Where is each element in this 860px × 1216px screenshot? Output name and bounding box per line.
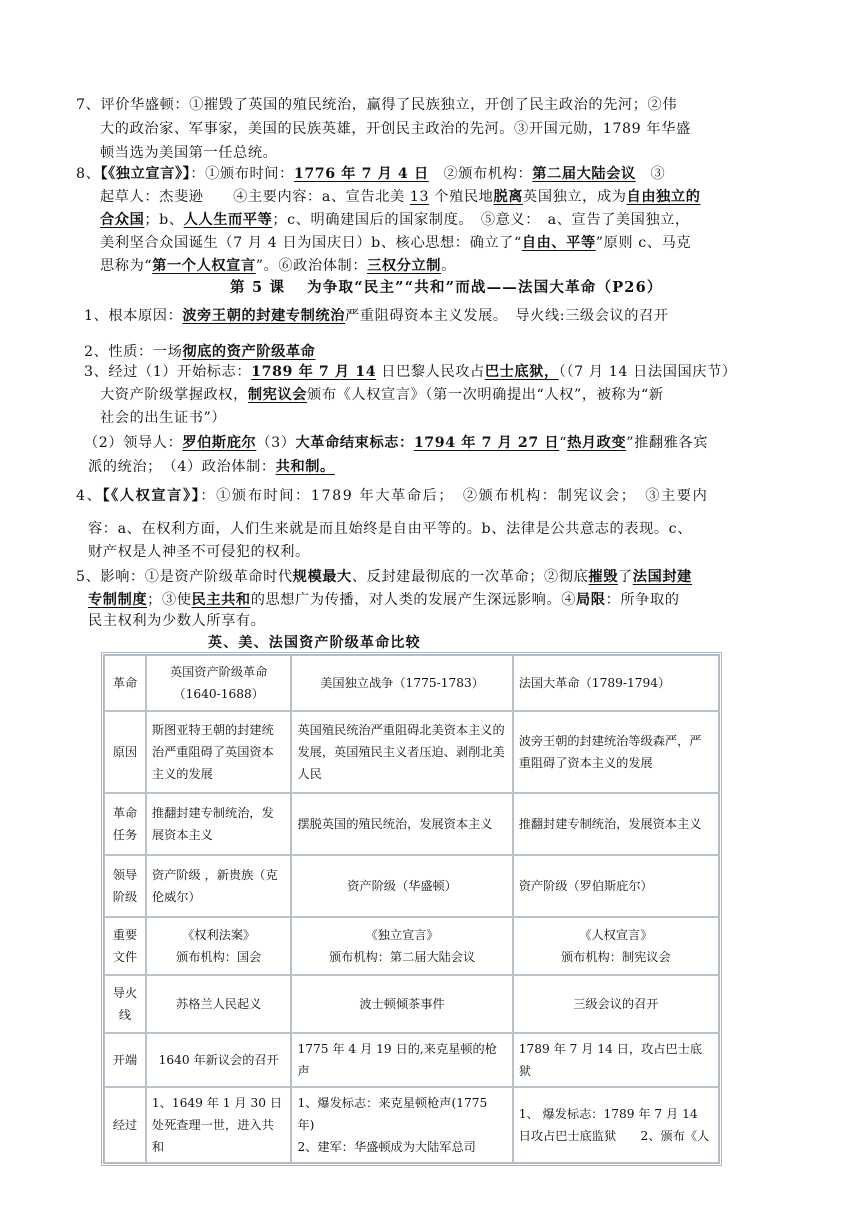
key-term: 民主共和: [191, 592, 251, 608]
declaration-heading: 【《独立宣言》】: [100, 166, 191, 182]
key-term: 摧毁: [588, 569, 618, 585]
section5-line1: [76, 565, 692, 589]
section4-line2: 容：a、在权利方面，人们生来就是而且始终是自由平等的。b、法律是公共意志的表现。c、: [88, 521, 693, 537]
key-term: 第二届大陆会议: [532, 166, 636, 182]
key-term: 自由、平等: [521, 235, 596, 251]
text: 5、影响：①是资产阶级革命时代: [76, 569, 293, 585]
table-cell: 《权利法案》 颁布机构：国会: [146, 917, 292, 975]
text: ；③使: [147, 592, 192, 608]
table-cell: 1775 年 4 月 19 日的,来克星顿的枪声: [291, 1033, 512, 1087]
table-cell: 1640 年新议会的召开: [146, 1033, 292, 1087]
key-term: 共和制。: [275, 459, 335, 475]
text: 的思想广为传播，对人类的发展产生深远影响。④: [250, 592, 577, 608]
key-term: 法国封建: [632, 569, 692, 585]
text: ②颁布机构：: [428, 166, 533, 182]
text: 起草人：杰斐逊 ④主要内容：a、宣告北美: [100, 189, 410, 205]
key-term: 罗伯斯庇尔: [182, 435, 257, 451]
text: 3、经过（1）开始标志：: [84, 364, 252, 380]
text: ：所争取的: [605, 592, 680, 608]
section1-line: [84, 304, 669, 328]
key-term: 专制制度: [88, 592, 148, 608]
key-term: 热月政变: [567, 435, 627, 451]
table-header-cell: 美国独立战争（1775-1783）: [291, 655, 512, 711]
key-number: 13: [409, 189, 430, 205]
text: 1、根本原因：: [84, 308, 183, 324]
item-number: 4、: [76, 488, 103, 504]
table-cell: 1789 年 7 月 14 日，攻占巴士底狱: [513, 1033, 719, 1087]
key-term: 巴士底狱，: [484, 364, 559, 380]
table-cell: 1、爆发标志：来克星顿枪声(1775 年) 2、建军：华盛顿成为大陆军总司: [291, 1087, 512, 1163]
text: 。: [441, 258, 456, 274]
key-term: 局限: [576, 592, 606, 608]
text: 2、性质：一场: [84, 344, 183, 360]
text: “: [559, 435, 568, 451]
table-cell: 资产阶级（华盛顿）: [291, 855, 512, 917]
key-date: 1794 年 7 月 27 日: [413, 435, 560, 451]
text: ：①颁布时间：1789 年大革命后； ②颁布机构：制宪议会； ③主要内: [200, 488, 709, 504]
item8-line1: [76, 162, 665, 186]
comparison-title: 英、美、法国资产阶级革命比较: [208, 635, 421, 651]
key-term: 合众国: [100, 212, 145, 228]
key-date: 1789 年 7 月 14: [251, 364, 377, 380]
key-term: 三权分立制: [367, 258, 442, 274]
item7-line1: 7、评价华盛顿：①摧毁了英国的殖民统治，赢得了民族独立，开创了民主政治的先河；②伟: [76, 97, 678, 113]
key-date: 1776 年 7 月 4 日: [293, 166, 429, 182]
table-cell: 波旁王朝的封建统治等级森严，严重阻碍了资本主义的发展: [513, 711, 719, 793]
item8-line3: [100, 208, 690, 232]
section3-line2: [100, 383, 664, 407]
key-term: 波旁王朝的封建专制统治: [182, 308, 346, 324]
section3-line4: [84, 431, 708, 455]
table-header-cell: 革命: [104, 655, 146, 711]
text: 了: [618, 569, 633, 585]
text: ”原则 c、马克: [595, 235, 692, 251]
table-cell: 推翻封建专制统治，发展资本主义: [513, 793, 719, 855]
text: ”。⑥政治体制：: [255, 258, 368, 274]
table-row: [104, 917, 719, 975]
text: ③: [635, 166, 666, 182]
row-label: 开端: [104, 1033, 146, 1087]
table-row: [104, 1087, 719, 1163]
text: 颁布《人权宣言》（第一次明确提出“人权”，被称为“新: [307, 387, 664, 403]
table-row: [104, 793, 719, 855]
text: ；b、: [144, 212, 184, 228]
text: （（7 月 14 日法国国庆节）: [558, 364, 737, 380]
key-term: 人人生而平等: [183, 212, 273, 228]
row-label: 原因: [104, 711, 146, 793]
row-label: 导火线: [104, 975, 146, 1033]
key-term: 彻底的资产阶级革命: [182, 344, 316, 360]
table-row: [104, 1033, 719, 1087]
row-label: 重要文件: [104, 917, 146, 975]
section4-line3: 财产权是人神圣不可侵犯的权利。: [88, 544, 310, 560]
key-term: 制宪议会: [247, 387, 308, 403]
table-cell: 《独立宣言》 颁布机构：第二届大陆会议: [291, 917, 512, 975]
table-row: [104, 855, 719, 917]
text: 个殖民地: [429, 189, 494, 205]
table-cell: 资产阶级（罗伯斯庇尔）: [513, 855, 719, 917]
section4-line1: [76, 484, 708, 508]
row-label: 领导阶级: [104, 855, 146, 917]
table-cell: 1、 爆发标志：1789 年 7 月 14 日攻占巴士底监狱 2、颁布《人: [513, 1087, 719, 1163]
text: （2）领导人：: [84, 435, 183, 451]
table-cell: 斯图亚特王朝的封建统治严重阻碍了英国资本主义的发展: [146, 711, 292, 793]
table-cell: 1、1649 年 1 月 30 日处死查理一世，进入共和: [146, 1087, 292, 1163]
lesson-title: 第 5 课 为争取“民主”“共和”而战——法国大革命（P26）: [230, 279, 663, 296]
table-header-row: [104, 655, 719, 711]
row-label: 革命任务: [104, 793, 146, 855]
text: ”推翻雅各宾: [626, 435, 709, 451]
text: 日巴黎人民攻占: [376, 364, 485, 380]
text: ：①颁布时间：: [190, 166, 294, 182]
item7-line2: 大的政治家、军事家，美国的民族英雄，开创民主政治的先河。③开国元勋，1789 年华盛: [100, 121, 691, 137]
key-term: 第一个人权宣言: [152, 258, 256, 274]
text: 严重阻碍资本主义发展。 导火线:三级会议的召开: [345, 308, 669, 324]
table-cell: 推翻封建专制统治，发展资本主义: [146, 793, 292, 855]
text: 思称为“: [100, 258, 153, 274]
key-term: 自由独立的: [626, 189, 701, 205]
item8-line4: [100, 231, 691, 255]
key-term: 规模最大: [292, 569, 352, 585]
table-cell: 《人权宣言》 颁布机构：制宪议会: [513, 917, 719, 975]
item8-line2: [100, 185, 701, 209]
section3-line5: [88, 455, 335, 479]
item7-line3: 顿当选为美国第一任总统。: [100, 145, 278, 161]
key-term: 大革命结束标志：: [295, 435, 414, 451]
text: ；c、明确建国后的国家制度。 ⑤意义： a、宣告了美国独立，: [272, 212, 690, 228]
section5-line3: 民主权利为少数人所享有。: [88, 613, 266, 629]
table-cell: 三级会议的召开: [513, 975, 719, 1033]
text: 派的统治； （4）政治体制：: [88, 459, 276, 475]
section3-line1: [84, 360, 737, 384]
table-cell: 资产阶级 ，新贵族（克伦威尔）: [146, 855, 292, 917]
row-label: 经过: [104, 1087, 146, 1163]
table-row: [104, 711, 719, 793]
table-cell: 英国殖民统治严重阻碍北美资本主义的发展，英国殖民主义者压迫、剥削北美人民: [291, 711, 512, 793]
comparison-table: [101, 652, 722, 1166]
declaration-heading: 【《人权宣言》】: [102, 488, 201, 504]
item8-line5: [100, 254, 456, 278]
table-cell: 摆脱英国的殖民统治，发展资本主义: [291, 793, 512, 855]
table-header-cell: 英国资产阶级革命（1640-1688）: [146, 655, 292, 711]
section3-line3: 社会的出生证书”）: [100, 410, 227, 426]
table-header-cell: 法国大革命（1789-1794）: [513, 655, 719, 711]
key-term: 脱离: [493, 189, 524, 205]
item-number: 8、: [76, 166, 101, 182]
table-cell: 波士顿倾茶事件: [291, 975, 512, 1033]
table-row: [104, 975, 719, 1033]
text: 、反封建最彻底的一次革命；②彻底: [351, 569, 589, 585]
text: 大资产阶级掌握政权，: [100, 387, 248, 403]
text: 英国独立，成为: [523, 189, 627, 205]
text: （3）: [256, 435, 296, 451]
table-cell: 苏格兰人民起义: [146, 975, 292, 1033]
text: 美利坚合众国诞生（7 月 4 日为国庆日）b、核心思想：确立了“: [100, 235, 522, 251]
